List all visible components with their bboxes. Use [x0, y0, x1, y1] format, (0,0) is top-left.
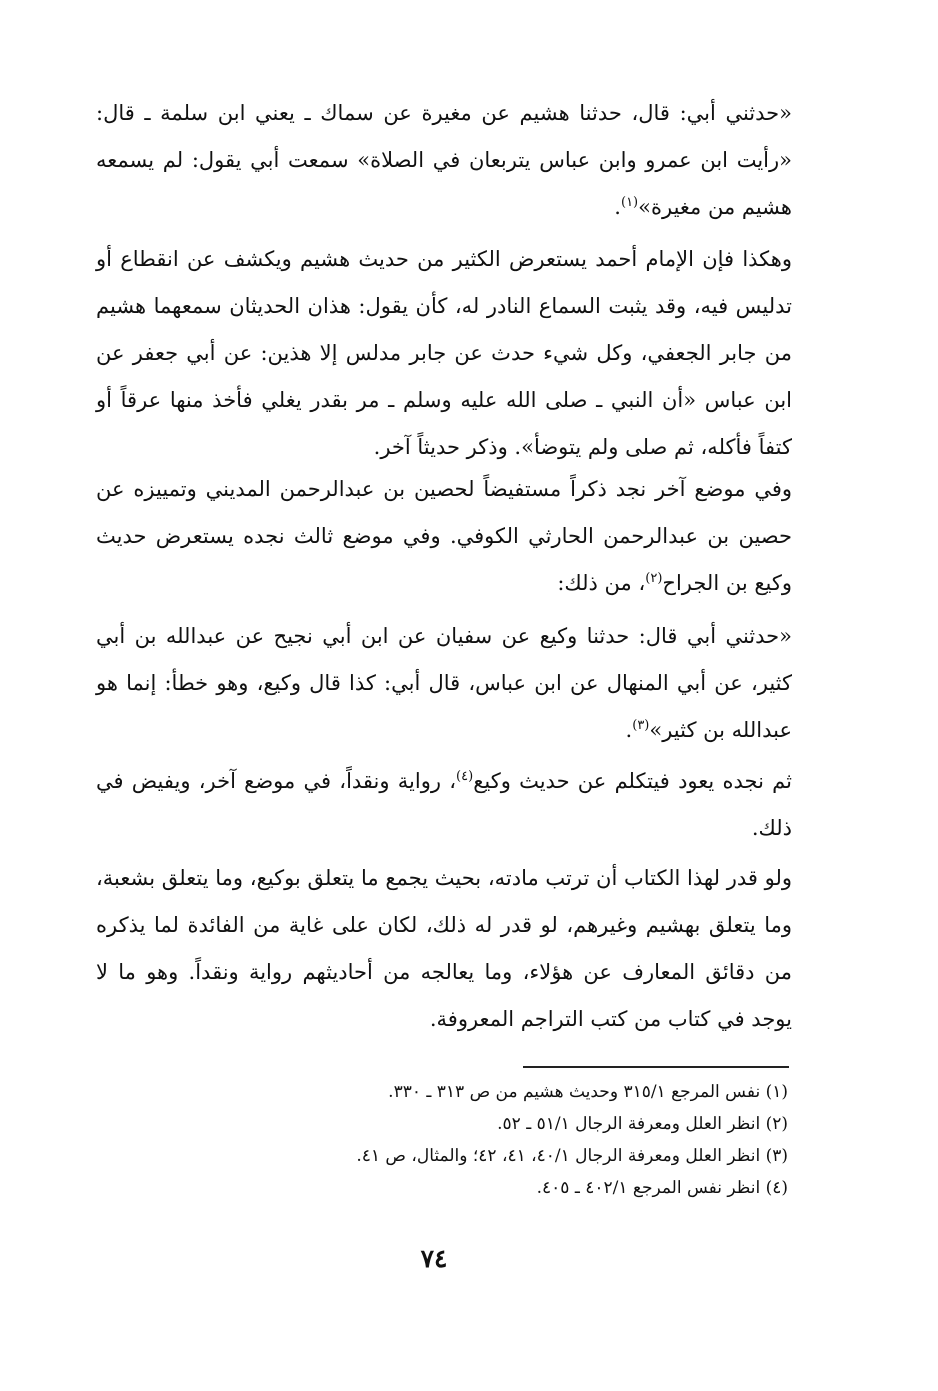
paragraph-text: .	[614, 195, 621, 219]
paragraph-text: وهكذا فإن الإمام أحمد يستعرض الكثير من حديث هشيم ويكشف عن انقطاع أو تدليس فيه، وقد يثبت السماع النادر له، كأن يقول: هذان الحديثان سمعهما هشيم من جابر الجعفي، وكل شيء حدث عن جابر مدلس إلا هذين: عن أبي جعفر عن ابن عباس «أن النبي ـ صلى الله عليه وسلم ـ مر بقدر يغلي فأخذ منها عرقاً أو كتفاً فأكله، ثم صلى ولم يتوضأ». وذكر حديثاً آخر.	[96, 247, 792, 459]
paragraph-text: «حدثني أبي: قال، حدثنا هشيم عن مغيرة عن سماك ـ يعني ابن سلمة ـ قال: «رأيت ابن عمرو وابن عباس يتربعان في الصلاة» سمعت أبي يقول: لم يسمعه هشيم من مغيرة»	[96, 101, 792, 219]
footnote-ref-4: (٤)	[456, 769, 474, 784]
footnote-ref-2: (٢)	[645, 571, 663, 586]
footnote-3: (٣) انظر العلل ومعرفة الرجال ٤٠/١، ٤١، ٤٢؛ والمثال، ص ٤١.	[356, 1146, 788, 1166]
paragraph-text: .	[625, 718, 633, 742]
paragraph-text: وفي موضع آخر نجد ذكراً مستفيضاً لحصين بن عبدالرحمن المديني وتمييزه عن حصين بن عبدالرحمن الحارثي الكوفي. وفي موضع ثالث نجده يستعرض حديث وكيع بن الجراح	[96, 477, 792, 595]
body-paragraph-2	[96, 236, 792, 471]
footnote-ref-1: (١)	[620, 195, 639, 210]
body-paragraph-4	[96, 613, 792, 754]
paragraph-text: ، من ذلك:	[557, 571, 646, 595]
paragraph-text: ، رواية ونقداً، في موضع آخر، ويفيض في ذلك.	[96, 769, 792, 840]
footnotes-list	[168, 1076, 788, 1204]
page-number: ٧٤	[420, 1244, 448, 1273]
body-paragraph-5	[96, 758, 792, 852]
paragraph-text: «حدثني أبي قال: حدثنا وكيع عن سفيان عن ابن أبي نجيح عن عبدالله بن أبي كثير، عن أبي المنهال عن ابن عباس، قال أبي: كذا قال وكيع، وهو خطأ: إنما هو عبدالله بن كثير»	[96, 624, 792, 742]
body-paragraph-6	[96, 855, 792, 1043]
body-paragraph-1	[96, 90, 792, 231]
footnote-2: (٢) انظر العلل ومعرفة الرجال ٥١/١ ـ ٥٢.	[497, 1114, 788, 1134]
paragraph-text: ولو قدر لهذا الكتاب أن ترتب مادته، بحيث يجمع ما يتعلق بوكيع، وما يتعلق بشعبة، وما يتعلق بهشيم وغيرهم، لو قدر له ذلك، لكان على غاية من الفائدة لما يذكره من دقائق المعارف عن هؤلاء، وما يعالجه من أحاديثهم رواية ونقداً. وهو ما لا يوجد في كتاب من كتب التراجم المعروفة.	[96, 866, 792, 1031]
footnote-1: (١) نفس المرجع ٣١٥/١ وحديث هشيم من ص ٣١٣ ـ ٣٣٠.	[388, 1082, 788, 1102]
paragraph-text: ثم نجده يعود فيتكلم عن حديث وكيع	[473, 769, 792, 793]
footnote-4: (٤) انظر نفس المرجع ٤٠٢/١ ـ ٤٠٥.	[536, 1178, 788, 1198]
footnote-separator	[523, 1066, 789, 1068]
body-paragraph-3	[96, 466, 792, 607]
footnote-ref-3: (٣)	[632, 718, 650, 733]
